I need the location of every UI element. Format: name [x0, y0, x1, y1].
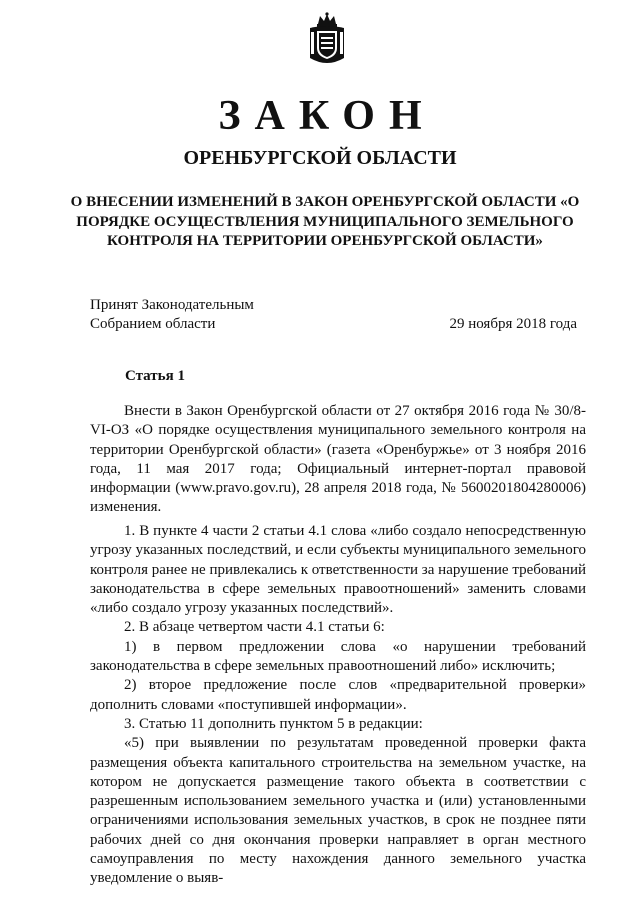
article-heading: Статья 1 [125, 368, 185, 384]
paragraph: «5) при выявлении по результатам проведенной проверки факта размещения объекта капитального строительства на земельном участке, на котором не допускается размещение такого объекта в соответствии с разрешенным использованием земельного участка и (или) установленными ограничениями использования земельных участков, в срок не позднее пяти рабочих дней со дня окончания проверки направляет в орган местного самоуправления по месту нахождения данного земельного участка уведомление о выяв- [90, 735, 586, 887]
article-intro [90, 402, 586, 518]
region-title: ОРЕНБУРГСКОЙ ОБЛАСТИ [183, 147, 457, 169]
adoption-info [90, 296, 254, 334]
paragraph: 1) в первом предложении слова «о нарушении требований законодательства в сфере земельных правоотношений либо» исключить; [90, 638, 586, 675]
paragraph: Внести в Закон Оренбургской области от 27 октября 2016 года № 30/8-VI-ОЗ «О порядке осуществления муниципального земельного контроля на территории Оренбургской области» (газета «Оренбуржье» от 3 ноября 2016 года, 11 мая 2017 года; Официальный интернет-портал правовой информации (www.pravo.gov.ru), 28 апреля 2018 года, № 5600201804280006) изменения. [90, 403, 586, 516]
coat-of-arms-emblem [306, 12, 348, 66]
law-subtitle: О ВНЕСЕНИИ ИЗМЕНЕНИЙ В ЗАКОН ОРЕНБУРГСКОЙ ОБЛАСТИ «О ПОРЯДКЕ ОСУЩЕСТВЛЕНИЯ МУНИЦИПАЛЬНОГО ЗЕМЕЛЬНОГО КОНТРОЛЯ НА ТЕРРИТОРИИ ОРЕНБУРГСКОЙ ОБЛАСТИ» [70, 194, 580, 249]
adoption-date: 29 ноября 2018 года [449, 316, 577, 332]
paragraph: 3. Статью 11 дополнить пунктом 5 в редакции: [124, 715, 423, 732]
paragraph: 2) второе предложение после слов «предварительной проверки» дополнить словами «поступившей информации». [90, 677, 586, 713]
article-items [90, 522, 586, 889]
adoption-line-2: Собранием области [90, 316, 216, 332]
paragraph: 2. В абзаце четвертом части 4.1 статьи 6: [124, 619, 385, 636]
adoption-line-1: Принят Законодательным [90, 297, 254, 313]
law-title: ЗАКОН [218, 93, 436, 139]
paragraph: 1. В пункте 4 части 2 статьи 4.1 слова «либо создало непосредственную угрозу указанных последствий, и если субъекты муниципального земельного контроля ранее не привлекались к ответственности за нарушение требований законодательства в сфере земельных правоотношений» заменить словами «либо создало угрозу указанных последствий». [90, 523, 586, 617]
